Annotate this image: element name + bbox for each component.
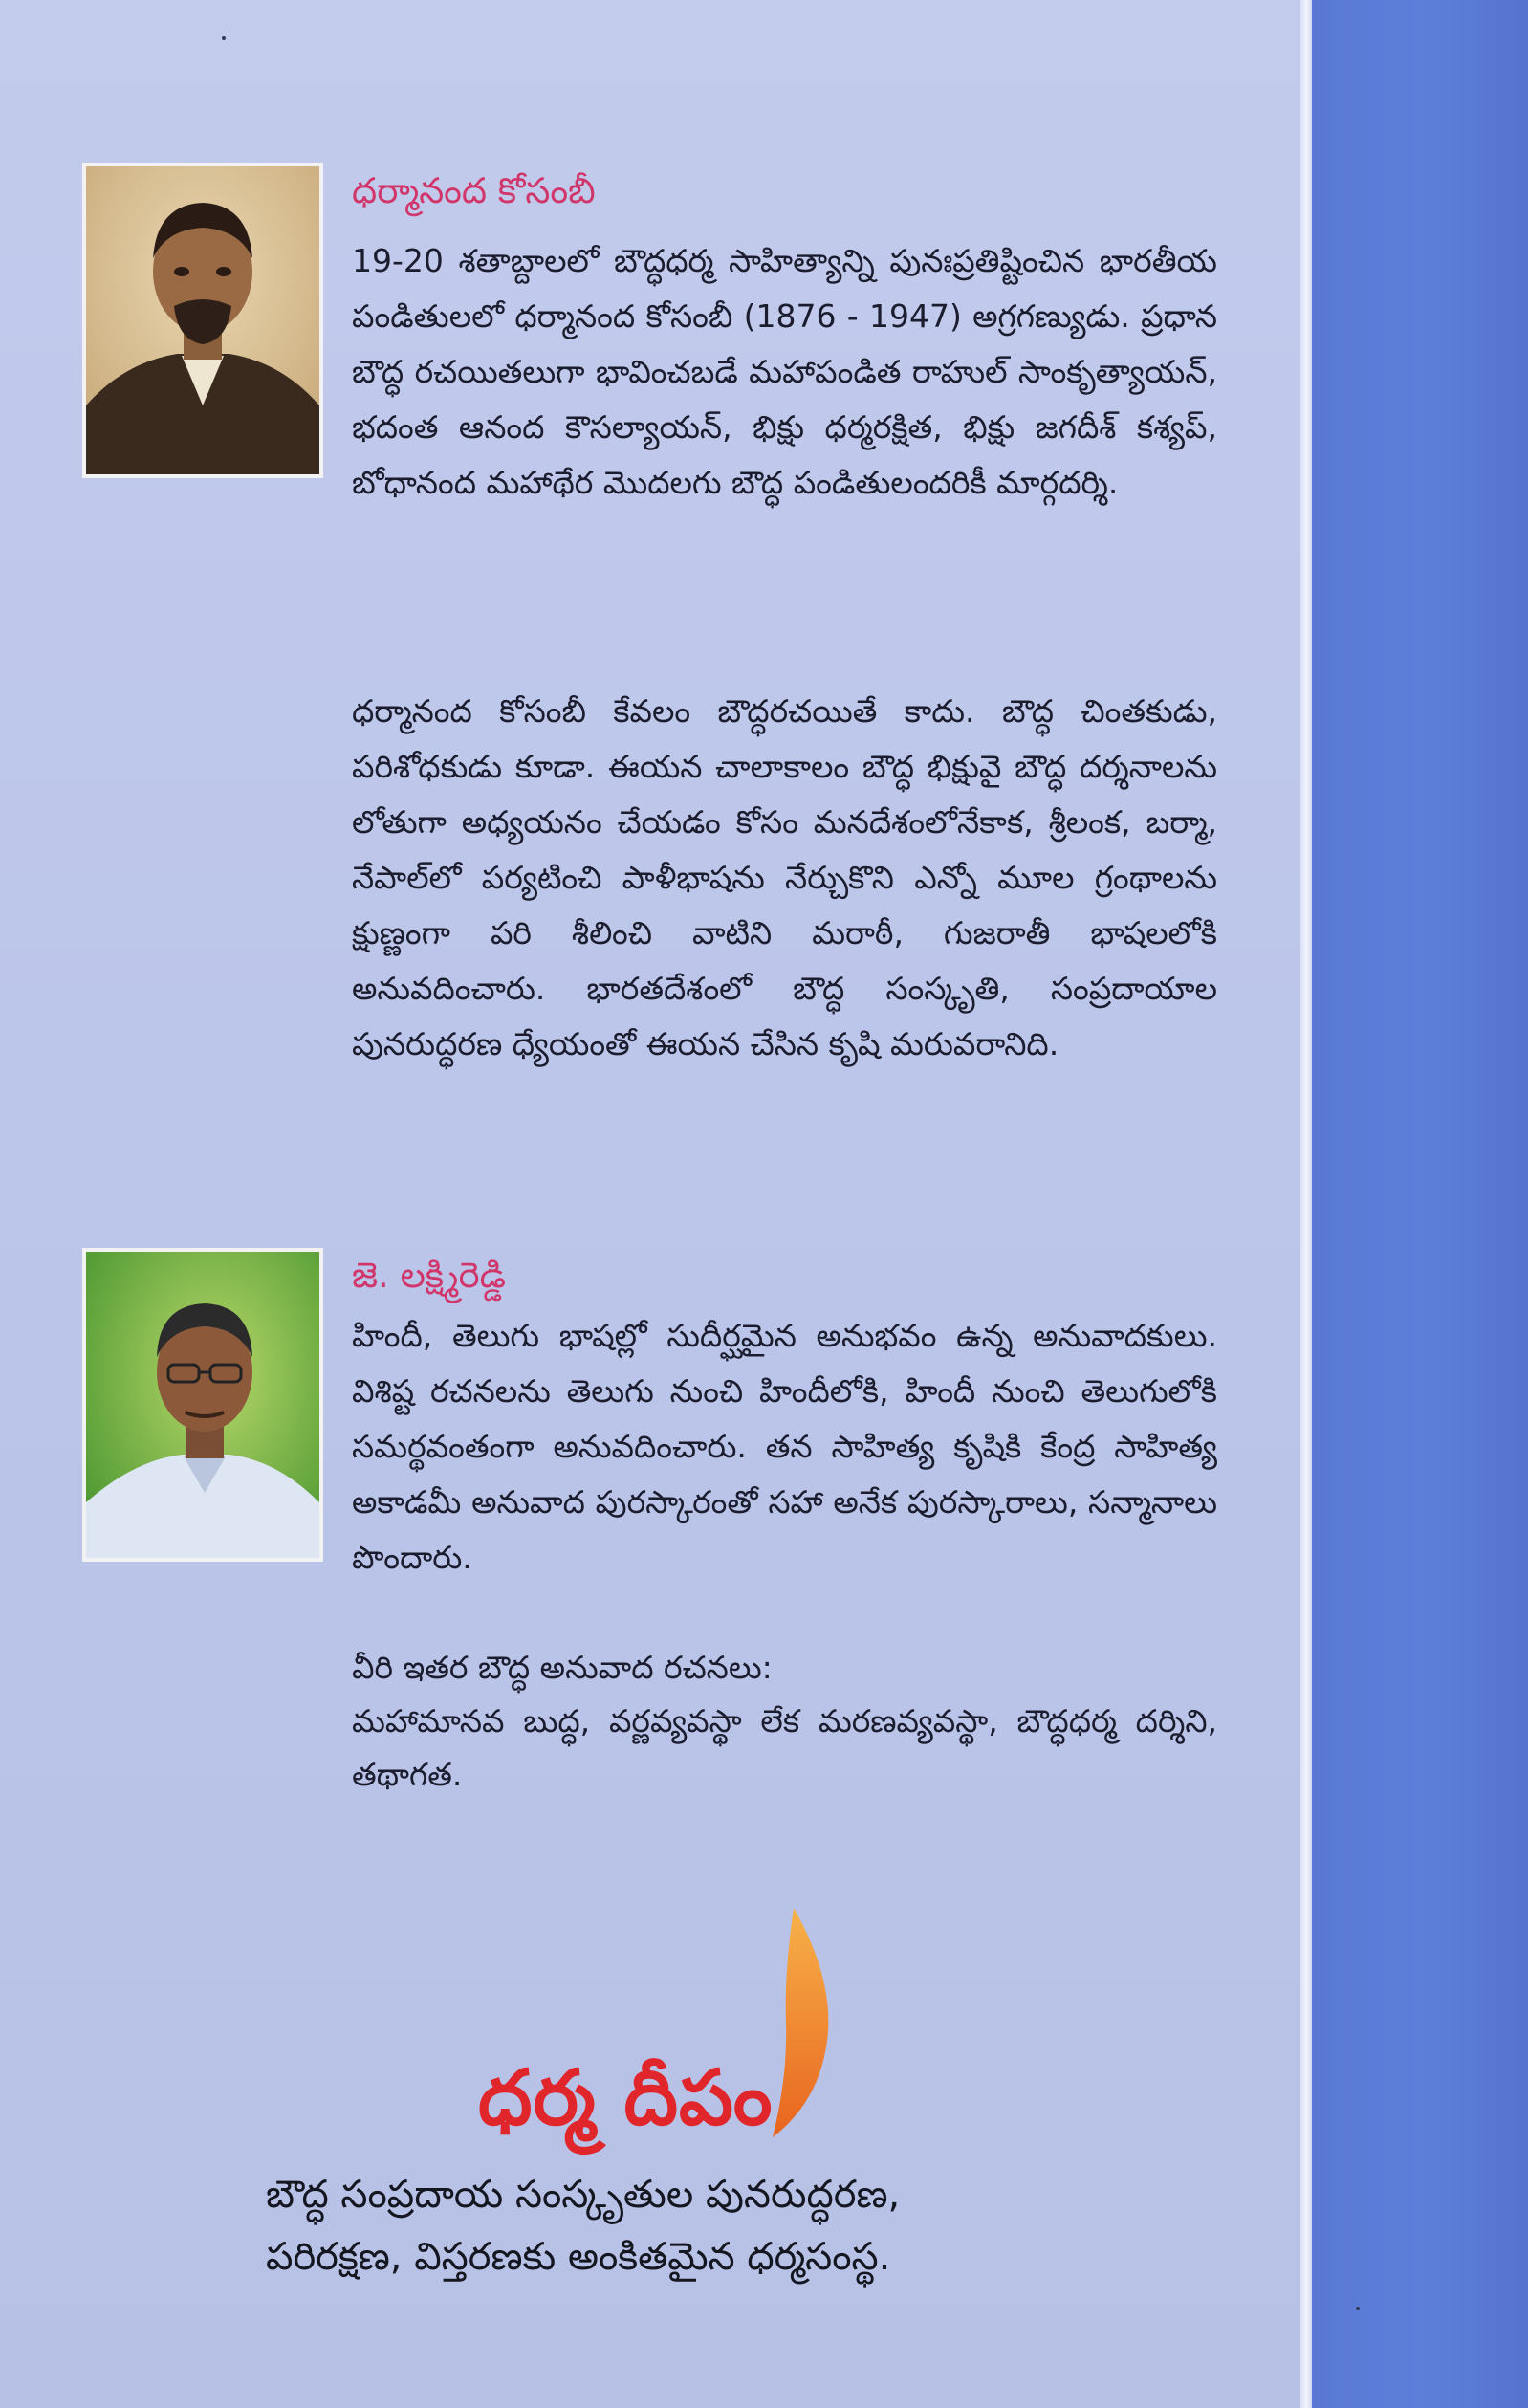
author1-portrait	[82, 163, 323, 478]
author2-other-works	[352, 1641, 1217, 1802]
book-spine	[1312, 0, 1528, 2408]
publisher-tagline-line1: బౌద్ధ సంప్రదాయ సంస్కృతుల పునరుద్ధరణ,	[266, 2173, 901, 2217]
author2-name: జె. లక్ష్మిరెడ్డి	[352, 1255, 506, 1296]
publisher-tagline-line2: పరిరక్షణ, విస్తరణకు అంకితమైన ధర్మసంస్థ.	[266, 2235, 891, 2279]
cover-fold	[1300, 0, 1312, 2408]
author2-bio-paragraph: హిందీ, తెలుగు భాషల్లో సుదీర్ఘమైన అనుభవం ఉన్న అనువాదకులు. విశిష్ట రచనలను తెలుగు నుంచి హిందీలోకి, హిందీ నుంచి తెలుగులోకి సమర్థవంతంగా అనువదించారు. తన సాహిత్య కృషికి కేంద్ర సాహిత్య అకాడమీ అనువాద పురస్కారంతో సహా అనేక పురస్కారాలు, సన్మానాలు పొందారు.	[352, 1317, 1217, 1576]
logo-text: ధర్మ దీపం	[478, 2053, 774, 2142]
publisher-logo	[478, 1908, 861, 2156]
print-speck	[222, 36, 226, 40]
author1-bio-paragraph: 19-20 శతాబ్దాలలో బౌద్ధధర్మ సాహిత్యాన్ని పునఃప్రతిష్టించిన భారతీయ పండితులలో ధర్మానంద కోసంబీ (1876 - 1947) అగ్రగణ్యుడు. ప్రధాన బౌద్ధ రచయితలుగా భావించబడే మహాపండిత రాహుల్ సాంకృత్యాయన్, భదంత ఆనంద కౌసల్యాయన్, భిక్షు ధర్మరక్షిత, భిక్షు జగదీశ్ కశ్యప్, బోధానంద మహాథేర మొదలగు బౌద్ధ పండితులందరికీ మార్గదర్శి.	[352, 242, 1217, 501]
print-speck	[1356, 2307, 1360, 2310]
author2-portrait	[82, 1248, 323, 1562]
other-works-heading: వీరి ఇతర బౌద్ధ అనువాద రచనలు:	[352, 1649, 773, 1686]
author1-name: ధర్మానంద కోసంబీ	[352, 170, 596, 211]
other-works-list: మహామానవ బుద్ధ, వర్ణవ్యవస్థా లేక మరణవ్యవస్థా, బౌద్ధధర్మ దర్శిని, తథాగత.	[352, 1702, 1217, 1793]
author1-bio-paragraph-2: ధర్మానంద కోసంబీ కేవలం బౌద్ధరచయితే కాదు. బౌద్ధ చింతకుడు, పరిశోధకుడు కూడా. ఈయన చాలాకాలం బౌద్ధ భిక్షువై బౌద్ధ దర్శనాలను లోతుగా అధ్యయనం చేయడం కోసం మనదేశంలోనేకాక, శ్రీలంక, బర్మా, నేపాల్‌లో పర్యటించి పాళీభాషను నేర్చుకొని ఎన్నో మూల గ్రంథాలను క్షుణ్ణంగా పరి శీలించి వాటిని మరాఠీ, గుజరాతీ భాషలలోకి అనువదించారు. భారతదేశంలో బౌద్ధ సంస్కృతి, సంప్రదాయాల పునరుద్ధరణ ధ్యేయంతో ఈయన చేసిన కృషి మరువరానిది.	[352, 692, 1217, 1062]
flame-icon	[765, 1908, 841, 2147]
